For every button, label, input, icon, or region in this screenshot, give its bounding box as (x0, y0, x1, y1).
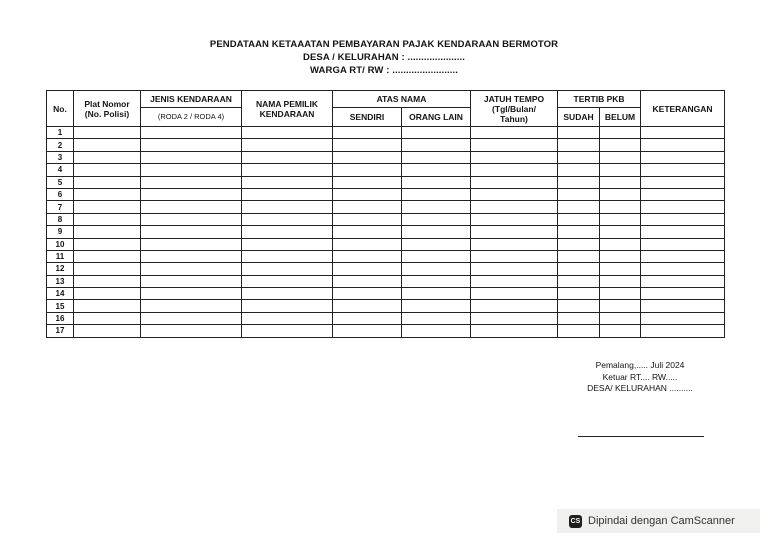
table-cell (471, 226, 558, 238)
table-cell (600, 288, 641, 300)
table-cell (471, 263, 558, 275)
table-cell (242, 176, 333, 188)
header-plat-nomor (74, 91, 141, 127)
table-cell (600, 300, 641, 312)
table-cell (333, 226, 402, 238)
table-row (47, 263, 725, 275)
table-cell (402, 275, 471, 287)
table-cell (141, 176, 242, 188)
table-cell (641, 127, 725, 139)
table-cell (641, 275, 725, 287)
row-number: 1 (47, 127, 74, 139)
table-cell (641, 188, 725, 200)
table-cell (558, 312, 600, 324)
table-cell (141, 250, 242, 262)
table-cell (74, 127, 141, 139)
table-cell (600, 164, 641, 176)
header-sudah: SUDAH (558, 108, 600, 127)
table-cell (242, 238, 333, 250)
village-line: DESA / KELURAHAN : ..................... (303, 52, 465, 63)
table-cell (402, 288, 471, 300)
table-cell (242, 188, 333, 200)
table-cell (600, 188, 641, 200)
table-row (47, 139, 725, 151)
table-cell (558, 213, 600, 225)
row-number: 2 (47, 139, 74, 151)
table-cell (242, 275, 333, 287)
header-nama-pemilik (242, 91, 333, 127)
table-cell (141, 263, 242, 275)
signature-line (578, 436, 704, 437)
table-cell (74, 164, 141, 176)
table-cell (641, 151, 725, 163)
row-number: 13 (47, 275, 74, 287)
table-row (47, 188, 725, 200)
table-cell (600, 263, 641, 275)
table-row (47, 312, 725, 324)
table-body (47, 127, 725, 338)
table-cell (471, 312, 558, 324)
table-cell (471, 151, 558, 163)
table-cell (141, 226, 242, 238)
header-tertib-pkb: TERTIB PKB (558, 91, 641, 108)
table-row (47, 151, 725, 163)
table-cell (402, 201, 471, 213)
table-cell (558, 176, 600, 188)
table-cell (333, 201, 402, 213)
rt-rw-line: WARGA RT/ RW : ........................ (310, 65, 458, 76)
table-row (47, 275, 725, 287)
table-row (47, 250, 725, 262)
table-cell (641, 238, 725, 250)
table-cell (141, 164, 242, 176)
table-cell (74, 213, 141, 225)
table-cell (333, 151, 402, 163)
table-cell (600, 226, 641, 238)
table-row (47, 288, 725, 300)
header-jatuh-tempo (471, 91, 558, 127)
signature-role: Ketuar RT.... RW..... (602, 371, 678, 382)
table-cell (558, 275, 600, 287)
table-cell (242, 300, 333, 312)
header-jenis-sub: (RODA 2 / RODA 4) (141, 108, 242, 127)
table-cell (558, 201, 600, 213)
table-cell (402, 325, 471, 337)
table-cell (333, 127, 402, 139)
table-cell (600, 127, 641, 139)
table-cell (558, 300, 600, 312)
camscanner-icon: CS (569, 515, 582, 528)
table-cell (242, 127, 333, 139)
table-cell (402, 312, 471, 324)
table-cell (402, 188, 471, 200)
table-cell (333, 164, 402, 176)
header-orang-lain: ORANG LAIN (402, 108, 471, 127)
table-cell (641, 164, 725, 176)
table-cell (641, 325, 725, 337)
table-cell (402, 263, 471, 275)
row-number: 10 (47, 238, 74, 250)
row-number: 12 (47, 263, 74, 275)
table-row (47, 213, 725, 225)
table-cell (141, 325, 242, 337)
table-cell (333, 250, 402, 262)
table-cell (402, 151, 471, 163)
table-cell (641, 213, 725, 225)
table-cell (333, 188, 402, 200)
header-sendiri: SENDIRI (333, 108, 402, 127)
table-cell (402, 164, 471, 176)
row-number: 6 (47, 188, 74, 200)
table-cell (558, 139, 600, 151)
table-cell (402, 213, 471, 225)
table-cell (242, 312, 333, 324)
table-cell (141, 151, 242, 163)
table-cell (641, 226, 725, 238)
table-cell (600, 213, 641, 225)
table-cell (74, 238, 141, 250)
table-cell (333, 275, 402, 287)
row-number: 17 (47, 325, 74, 337)
row-number: 3 (47, 151, 74, 163)
table-cell (641, 263, 725, 275)
table-cell (471, 300, 558, 312)
table-cell (471, 288, 558, 300)
row-number: 15 (47, 300, 74, 312)
header-no: No. (47, 91, 74, 127)
table-cell (141, 275, 242, 287)
table-cell (141, 238, 242, 250)
table-cell (558, 151, 600, 163)
table-cell (333, 325, 402, 337)
table-cell (558, 325, 600, 337)
signature-block (560, 360, 720, 395)
table-cell (74, 288, 141, 300)
table-cell (242, 250, 333, 262)
table-row (47, 226, 725, 238)
table-cell (141, 127, 242, 139)
table-cell (333, 312, 402, 324)
table-cell (141, 139, 242, 151)
table-cell (141, 213, 242, 225)
table-cell (471, 213, 558, 225)
table-cell (471, 325, 558, 337)
header-jenis-kendaraan: JENIS KENDARAAN (141, 91, 242, 108)
table-cell (641, 250, 725, 262)
header-keterangan: KETERANGAN (641, 91, 725, 127)
table-cell (600, 325, 641, 337)
table-cell (600, 201, 641, 213)
table-cell (74, 201, 141, 213)
table-cell (141, 201, 242, 213)
table-cell (600, 139, 641, 151)
table-cell (558, 250, 600, 262)
table-cell (333, 139, 402, 151)
table-cell (402, 250, 471, 262)
table-cell (641, 201, 725, 213)
table-cell (242, 226, 333, 238)
table-cell (333, 213, 402, 225)
header-plat-nomor-line2: (No. Polisi) (84, 108, 130, 119)
table-cell (74, 312, 141, 324)
table-cell (333, 176, 402, 188)
table-cell (141, 188, 242, 200)
table-cell (74, 263, 141, 275)
row-number: 5 (47, 176, 74, 188)
table-cell (141, 288, 242, 300)
table-cell (74, 188, 141, 200)
table-cell (471, 176, 558, 188)
table-cell (600, 238, 641, 250)
signature-village: DESA/ KELURAHAN .......... (587, 383, 693, 393)
header-nama-pemilik-line2: KENDARAAN (259, 108, 315, 119)
table-cell (641, 312, 725, 324)
row-number: 11 (47, 250, 74, 262)
row-number: 14 (47, 288, 74, 300)
table-cell (558, 188, 600, 200)
table-cell (242, 151, 333, 163)
table-row (47, 325, 725, 337)
row-number: 9 (47, 226, 74, 238)
header-jatuh-tempo-line3: Tahun) (500, 113, 528, 124)
document-title: PENDATAAN KETAAATAN PEMBAYARAN PAJAK KENDARAAN BERMOTOR (209, 39, 559, 50)
table-cell (242, 263, 333, 275)
table-cell (558, 288, 600, 300)
table-cell (471, 250, 558, 262)
table-row (47, 201, 725, 213)
table-cell (558, 238, 600, 250)
document-header (0, 38, 768, 77)
table-cell (402, 139, 471, 151)
header-belum: BELUM (600, 108, 641, 127)
table-cell (242, 213, 333, 225)
table-row (47, 238, 725, 250)
camscanner-watermark (557, 509, 760, 533)
table-cell (558, 263, 600, 275)
table-cell (402, 176, 471, 188)
table-cell (74, 139, 141, 151)
table-cell (242, 325, 333, 337)
table-cell (600, 151, 641, 163)
table-cell (641, 300, 725, 312)
header-jatuh-tempo-line2: (Tgl/Bulan/ (492, 103, 536, 114)
table-cell (641, 288, 725, 300)
table-cell (600, 312, 641, 324)
table-row (47, 176, 725, 188)
table-cell (471, 164, 558, 176)
table-cell (242, 288, 333, 300)
table-cell (600, 176, 641, 188)
table-cell (471, 139, 558, 151)
table-cell (471, 127, 558, 139)
table-cell (471, 238, 558, 250)
table-cell (558, 127, 600, 139)
table-cell (402, 300, 471, 312)
table-cell (402, 226, 471, 238)
table-cell (74, 176, 141, 188)
table-cell (471, 188, 558, 200)
table-cell (333, 288, 402, 300)
table-cell (641, 176, 725, 188)
table-cell (600, 275, 641, 287)
header-nama-pemilik-line1: NAMA PEMILIK (255, 98, 318, 109)
table-cell (74, 250, 141, 262)
table-cell (74, 325, 141, 337)
table-cell (471, 275, 558, 287)
table-row (47, 127, 725, 139)
header-plat-nomor-line1: Plat Nomor (84, 98, 130, 109)
table-row (47, 300, 725, 312)
table-cell (74, 300, 141, 312)
table-cell (333, 300, 402, 312)
table-cell (558, 226, 600, 238)
table-cell (471, 201, 558, 213)
camscanner-text: Dipindai dengan CamScanner (588, 515, 735, 527)
row-number: 7 (47, 201, 74, 213)
table-cell (333, 238, 402, 250)
table-cell (402, 238, 471, 250)
table-cell (558, 164, 600, 176)
table-cell (242, 164, 333, 176)
table-cell (74, 275, 141, 287)
table-cell (333, 263, 402, 275)
table-row (47, 164, 725, 176)
header-jatuh-tempo-line1: JATUH TEMPO (483, 93, 545, 104)
table-cell (141, 312, 242, 324)
table-cell (402, 127, 471, 139)
row-number: 8 (47, 213, 74, 225)
table-cell (141, 300, 242, 312)
table-cell (242, 201, 333, 213)
table-cell (74, 226, 141, 238)
table-cell (600, 250, 641, 262)
table-cell (74, 151, 141, 163)
table-cell (641, 139, 725, 151)
table-cell (242, 139, 333, 151)
row-number: 16 (47, 312, 74, 324)
row-number: 4 (47, 164, 74, 176)
vehicle-tax-table (46, 90, 725, 338)
header-atas-nama: ATAS NAMA (333, 91, 471, 108)
signature-place-date: Pemalang,..... Juli 2024 (595, 360, 685, 370)
